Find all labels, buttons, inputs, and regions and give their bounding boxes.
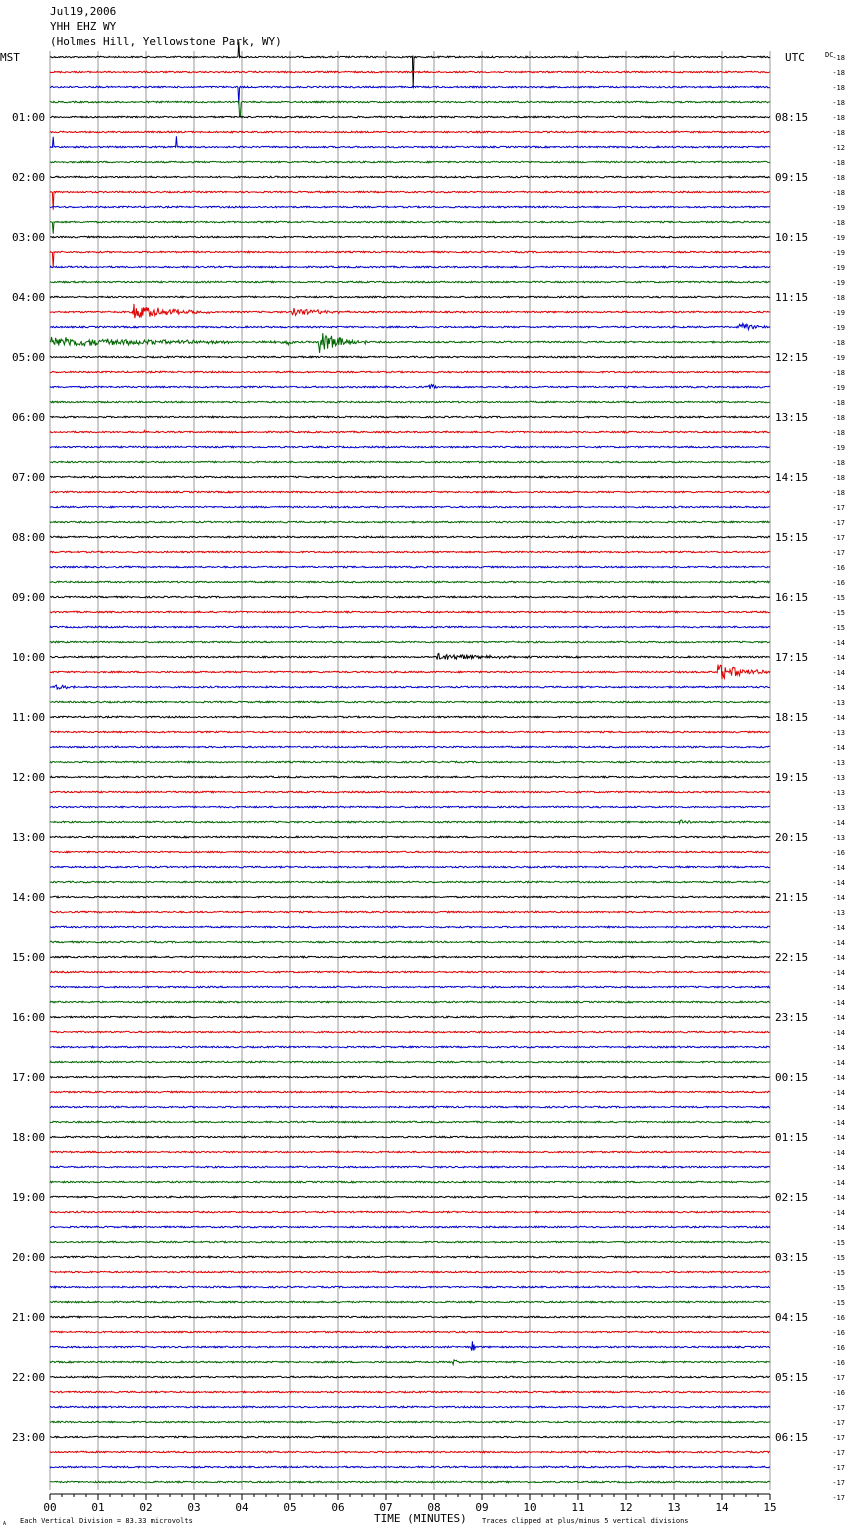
seismogram-trace [50, 323, 770, 329]
dc-offset-label: -13 [832, 789, 845, 797]
dc-offset-label: -14 [832, 1149, 845, 1157]
dc-offset-label: -14 [832, 1104, 845, 1112]
dc-offset-label: -17 [832, 1419, 845, 1427]
x-tick-label: 06 [331, 1501, 345, 1514]
dc-label: DC [825, 51, 834, 59]
x-tick-label: 04 [235, 1501, 249, 1514]
dc-offset-label: -13 [832, 759, 845, 767]
seismogram-trace [50, 716, 770, 718]
seismogram-trace [50, 866, 770, 868]
seismogram-trace [50, 131, 770, 133]
mst-hour-label: 14:00 [12, 891, 46, 904]
mst-hour-label: 01:00 [12, 111, 46, 124]
dc-offset-label: -18 [832, 429, 845, 437]
mst-hour-label: 06:00 [12, 411, 46, 424]
seismogram-trace [50, 1241, 770, 1243]
utc-hour-label: 19:15 [775, 771, 809, 784]
dc-offset-label: -16 [832, 1359, 845, 1367]
dc-offset-label: -18 [832, 114, 845, 122]
dc-offset-label: -18 [832, 459, 845, 467]
seismogram-trace [50, 746, 770, 748]
dc-offset-label: -16 [832, 1329, 845, 1337]
seismogram-trace [50, 1106, 770, 1108]
seismogram-trace [50, 926, 770, 928]
dc-offset-label: -18 [832, 294, 845, 302]
dc-offset-label: -14 [832, 819, 845, 827]
dc-offset-label: -14 [832, 939, 845, 947]
dc-offset-label: -16 [832, 1389, 845, 1397]
seismogram-trace [50, 731, 770, 733]
x-tick-label: 03 [187, 1501, 201, 1514]
seismogram-trace [50, 971, 770, 973]
station-label: YHH EHZ WY [50, 20, 117, 33]
left-axis-title: MST [0, 51, 20, 64]
dc-offset-label: -19 [832, 204, 845, 212]
scale-note: Each Vertical Division = 83.33 microvolts [20, 1517, 193, 1525]
seismogram-trace [50, 1376, 770, 1378]
x-tick-label: 08 [427, 1501, 441, 1514]
seismogram-trace [50, 665, 770, 680]
dc-offset-label: -14 [832, 924, 845, 932]
seismogram-trace [50, 1001, 770, 1003]
seismogram-trace [50, 1211, 770, 1213]
dc-offset-label: -14 [832, 1164, 845, 1172]
seismogram-trace [50, 71, 770, 73]
seismogram-trace [50, 986, 770, 988]
dc-offset-label: -14 [832, 969, 845, 977]
seismogram-trace [50, 296, 770, 298]
x-axis [43, 1494, 776, 1514]
dc-offset-label: -14 [832, 1014, 845, 1022]
mst-hour-labels [12, 111, 45, 1444]
seismogram-trace [50, 551, 770, 553]
dc-offset-label: -15 [832, 594, 845, 602]
dc-offset-label: -17 [832, 1449, 845, 1457]
dc-offset-label: -18 [832, 174, 845, 182]
dc-offset-label: -18 [832, 474, 845, 482]
seismogram-trace [50, 281, 770, 283]
utc-hour-label: 05:15 [775, 1371, 809, 1384]
mst-hour-label: 16:00 [12, 1011, 46, 1024]
mst-hour-label: 03:00 [12, 231, 46, 244]
seismogram-trace [50, 761, 770, 763]
x-tick-label: 02 [139, 1501, 153, 1514]
utc-hour-label: 08:15 [775, 111, 809, 124]
dc-offset-label: -18 [832, 129, 845, 137]
x-axis-title: TIME (MINUTES) [374, 1512, 467, 1525]
clip-note: Traces clipped at plus/minus 5 vertical divisions [482, 1517, 689, 1525]
dc-offset-label: -19 [832, 264, 845, 272]
dc-offset-label: -14 [832, 999, 845, 1007]
seismogram-trace [50, 491, 770, 493]
dc-offset-label: -13 [832, 834, 845, 842]
mst-hour-label: 19:00 [12, 1191, 46, 1204]
dc-offset-label: -13 [832, 909, 845, 917]
mst-hour-label: 07:00 [12, 471, 46, 484]
dc-offset-label: -17 [832, 1494, 845, 1502]
seismogram-trace [50, 521, 770, 523]
dc-offset-label: -18 [832, 99, 845, 107]
x-tick-label: 15 [763, 1501, 777, 1514]
dc-offset-label: -14 [832, 714, 845, 722]
mst-hour-label: 13:00 [12, 831, 46, 844]
seismogram-trace [50, 1316, 770, 1318]
seismogram-trace [50, 1181, 770, 1183]
x-tick-label: 12 [619, 1501, 633, 1514]
dc-offset-label: -13 [832, 804, 845, 812]
dc-offset-label: -14 [832, 1059, 845, 1067]
mst-hour-label: 12:00 [12, 771, 46, 784]
seismogram-trace [50, 896, 770, 898]
dc-offset-label: -15 [832, 1284, 845, 1292]
seismogram-trace [50, 536, 770, 538]
x-tick-label: 05 [283, 1501, 297, 1514]
dc-offset-label: -17 [832, 519, 845, 527]
mst-hour-label: 23:00 [12, 1431, 46, 1444]
seismogram-trace [50, 1031, 770, 1033]
dc-offset-label: -17 [832, 549, 845, 557]
dc-offset-label: -16 [832, 564, 845, 572]
seismogram-trace [50, 1136, 770, 1138]
utc-hour-label: 14:15 [775, 471, 809, 484]
dc-offset-label: -14 [832, 954, 845, 962]
mst-hour-label: 18:00 [12, 1131, 46, 1144]
seismogram-trace [50, 1451, 770, 1453]
dc-offset-label: -15 [832, 1239, 845, 1247]
seismogram-trace [50, 1061, 770, 1063]
utc-hour-label: 18:15 [775, 711, 809, 724]
dc-offset-label: -14 [832, 1089, 845, 1097]
utc-hour-label: 16:15 [775, 591, 809, 604]
utc-hour-label: 06:15 [775, 1431, 809, 1444]
seismogram-trace [50, 1046, 770, 1048]
x-tick-label: 07 [379, 1501, 393, 1514]
date-label: Jul19,2006 [50, 5, 117, 18]
right-axis-title: UTC [785, 51, 805, 64]
dc-offset-label: -19 [832, 444, 845, 452]
dc-offset-label: -14 [832, 1134, 845, 1142]
utc-hour-label: 03:15 [775, 1251, 809, 1264]
seismogram-trace [50, 266, 770, 268]
dc-offset-label: -14 [832, 1119, 845, 1127]
seismogram-trace [50, 611, 770, 613]
mst-hour-label: 05:00 [12, 351, 46, 364]
seismogram-trace [50, 1406, 770, 1408]
utc-hour-label: 09:15 [775, 171, 809, 184]
footer-left-mark: A [3, 1521, 7, 1527]
utc-hour-label: 01:15 [775, 1131, 809, 1144]
dc-offset-label: -15 [832, 624, 845, 632]
seismogram-trace [50, 806, 770, 808]
utc-hour-label: 15:15 [775, 531, 809, 544]
seismogram-trace [50, 596, 770, 598]
seismogram-trace [50, 911, 770, 913]
x-tick-label: 13 [667, 1501, 681, 1514]
seismogram-trace [50, 506, 770, 508]
location-label: (Holmes Hill, Yellowstone Park, WY) [50, 35, 282, 48]
dc-offset-label: -14 [832, 864, 845, 872]
seismogram-trace [50, 416, 770, 418]
seismogram-trace [50, 116, 770, 118]
seismogram-trace [50, 1271, 770, 1273]
mst-hour-label: 21:00 [12, 1311, 46, 1324]
seismogram-trace [50, 236, 770, 238]
seismogram-trace [50, 685, 770, 689]
seismogram-trace [50, 356, 770, 358]
mst-hour-label: 10:00 [12, 651, 46, 664]
seismogram-trace [50, 1331, 770, 1333]
seismogram-trace [50, 371, 770, 373]
dc-offset-label: -16 [832, 1344, 845, 1352]
dc-offset-label: -19 [832, 354, 845, 362]
mst-hour-label: 17:00 [12, 1071, 46, 1084]
dc-offset-label: -13 [832, 729, 845, 737]
x-tick-label: 11 [571, 1501, 585, 1514]
utc-hour-label: 17:15 [775, 651, 809, 664]
dc-offset-label: -18 [832, 84, 845, 92]
x-tick-label: 09 [475, 1501, 489, 1514]
seismogram-trace [50, 1091, 770, 1093]
dc-offset-label: -19 [832, 234, 845, 242]
dc-offset-label: -14 [832, 1224, 845, 1232]
utc-hour-label: 10:15 [775, 231, 809, 244]
seismogram-trace [50, 42, 770, 88]
dc-offset-label: -17 [832, 1434, 845, 1442]
mst-hour-label: 20:00 [12, 1251, 46, 1264]
seismogram-trace [50, 1391, 770, 1393]
seismogram-trace [50, 101, 770, 117]
seismogram-trace [50, 836, 770, 838]
seismogram-trace [50, 430, 770, 432]
dc-offset-label: -18 [832, 339, 845, 347]
seismogram-trace [50, 1256, 770, 1258]
seismogram-trace [50, 626, 770, 628]
dc-offset-label: -17 [832, 1479, 845, 1487]
dc-offset-label: -12 [832, 144, 845, 152]
dc-offset-label: -17 [832, 1404, 845, 1412]
seismogram-trace [50, 1481, 770, 1483]
dc-offset-label: -18 [832, 189, 845, 197]
dc-offset-label: -15 [832, 1299, 845, 1307]
seismogram-traces [50, 42, 770, 1483]
dc-offset-label: -14 [832, 1029, 845, 1037]
seismogram-trace [50, 941, 770, 943]
seismogram-trace [50, 701, 770, 703]
seismogram-trace [50, 1301, 770, 1303]
seismogram-trace [50, 304, 770, 318]
mst-hour-label: 22:00 [12, 1371, 46, 1384]
seismogram-trace [50, 251, 770, 267]
seismogram-trace [50, 1421, 770, 1423]
utc-hour-label: 23:15 [775, 1011, 809, 1024]
dc-offset-label: -15 [832, 1254, 845, 1262]
x-tick-label: 01 [91, 1501, 105, 1514]
dc-offset-label: -14 [832, 744, 845, 752]
dc-offset-labels [832, 54, 845, 1502]
dc-offset-label: -17 [832, 1464, 845, 1472]
dc-offset-label: -17 [832, 504, 845, 512]
seismogram-trace [50, 851, 770, 853]
seismogram-trace [50, 1166, 770, 1168]
dc-offset-label: -14 [832, 1044, 845, 1052]
x-tick-label: 10 [523, 1501, 537, 1514]
utc-hour-labels [775, 111, 808, 1444]
dc-offset-label: -19 [832, 309, 845, 317]
mst-hour-label: 08:00 [12, 531, 46, 544]
dc-offset-label: -14 [832, 879, 845, 887]
seismogram-trace [50, 776, 770, 778]
seismogram-trace [50, 161, 770, 163]
mst-hour-label: 09:00 [12, 591, 46, 604]
dc-offset-label: -14 [832, 1074, 845, 1082]
seismogram-trace [50, 1196, 770, 1198]
seismogram-trace [50, 581, 770, 583]
dc-offset-label: -18 [832, 369, 845, 377]
dc-offset-label: -18 [832, 54, 845, 62]
dc-offset-label: -14 [832, 1194, 845, 1202]
dc-offset-label: -15 [832, 609, 845, 617]
plot-header [50, 5, 282, 48]
seismogram-trace [50, 461, 770, 463]
dc-offset-label: -17 [832, 1374, 845, 1382]
seismogram-trace [50, 176, 770, 178]
dc-offset-label: -14 [832, 984, 845, 992]
seismogram-trace [50, 476, 770, 478]
seismogram-trace [50, 1360, 770, 1365]
utc-hour-label: 11:15 [775, 291, 809, 304]
mst-hour-label: 15:00 [12, 951, 46, 964]
dc-offset-label: -17 [832, 534, 845, 542]
utc-hour-label: 22:15 [775, 951, 809, 964]
dc-offset-label: -14 [832, 1209, 845, 1217]
seismogram-trace [50, 820, 770, 824]
dc-offset-label: -19 [832, 279, 845, 287]
utc-hour-label: 21:15 [775, 891, 809, 904]
utc-hour-label: 20:15 [775, 831, 809, 844]
x-tick-label: 14 [715, 1501, 729, 1514]
dc-offset-label: -18 [832, 399, 845, 407]
seismogram-trace [50, 1016, 770, 1018]
dc-offset-label: -16 [832, 1314, 845, 1322]
seismogram-trace [50, 333, 770, 353]
seismogram-trace [50, 653, 770, 659]
seismogram-trace [50, 1076, 770, 1078]
seismogram-trace [50, 446, 770, 448]
dc-offset-label: -18 [832, 414, 845, 422]
utc-hour-label: 02:15 [775, 1191, 809, 1204]
x-tick-label: 00 [43, 1501, 57, 1514]
dc-offset-label: -18 [832, 219, 845, 227]
utc-hour-label: 04:15 [775, 1311, 809, 1324]
seismogram-trace [50, 1151, 770, 1153]
seismogram-trace [50, 1436, 770, 1438]
seismogram-trace [50, 221, 770, 234]
dc-offset-label: -16 [832, 849, 845, 857]
dc-offset-label: -14 [832, 639, 845, 647]
seismogram-trace [50, 1121, 770, 1123]
seismogram-trace [50, 1466, 770, 1468]
dc-offset-label: -14 [832, 684, 845, 692]
mst-hour-label: 02:00 [12, 171, 46, 184]
dc-offset-label: -18 [832, 489, 845, 497]
utc-hour-label: 12:15 [775, 351, 809, 364]
dc-offset-label: -13 [832, 699, 845, 707]
dc-offset-label: -18 [832, 159, 845, 167]
dc-offset-label: -19 [832, 249, 845, 257]
seismogram-trace [50, 206, 770, 208]
seismogram-trace [50, 1286, 770, 1288]
seismogram-trace [50, 384, 770, 389]
seismogram-trace [50, 956, 770, 958]
dc-offset-label: -18 [832, 69, 845, 77]
dc-offset-label: -15 [832, 1269, 845, 1277]
utc-hour-label: 13:15 [775, 411, 809, 424]
dc-offset-label: -19 [832, 324, 845, 332]
utc-hour-label: 00:15 [775, 1071, 809, 1084]
dc-offset-label: -13 [832, 774, 845, 782]
mst-hour-label: 11:00 [12, 711, 46, 724]
seismogram-trace [50, 641, 770, 643]
dc-offset-label: -14 [832, 894, 845, 902]
seismogram-trace [50, 136, 770, 148]
seismogram-trace [50, 791, 770, 793]
seismogram-trace [50, 1226, 770, 1228]
seismogram-trace [50, 401, 770, 403]
dc-offset-label: -19 [832, 384, 845, 392]
dc-offset-label: -14 [832, 669, 845, 677]
dc-offset-label: -14 [832, 1179, 845, 1187]
mst-hour-label: 04:00 [12, 291, 46, 304]
seismogram-trace [50, 1341, 770, 1350]
seismogram-trace [50, 566, 770, 568]
dc-offset-label: -14 [832, 654, 845, 662]
dc-offset-label: -16 [832, 579, 845, 587]
seismogram-trace [50, 881, 770, 883]
